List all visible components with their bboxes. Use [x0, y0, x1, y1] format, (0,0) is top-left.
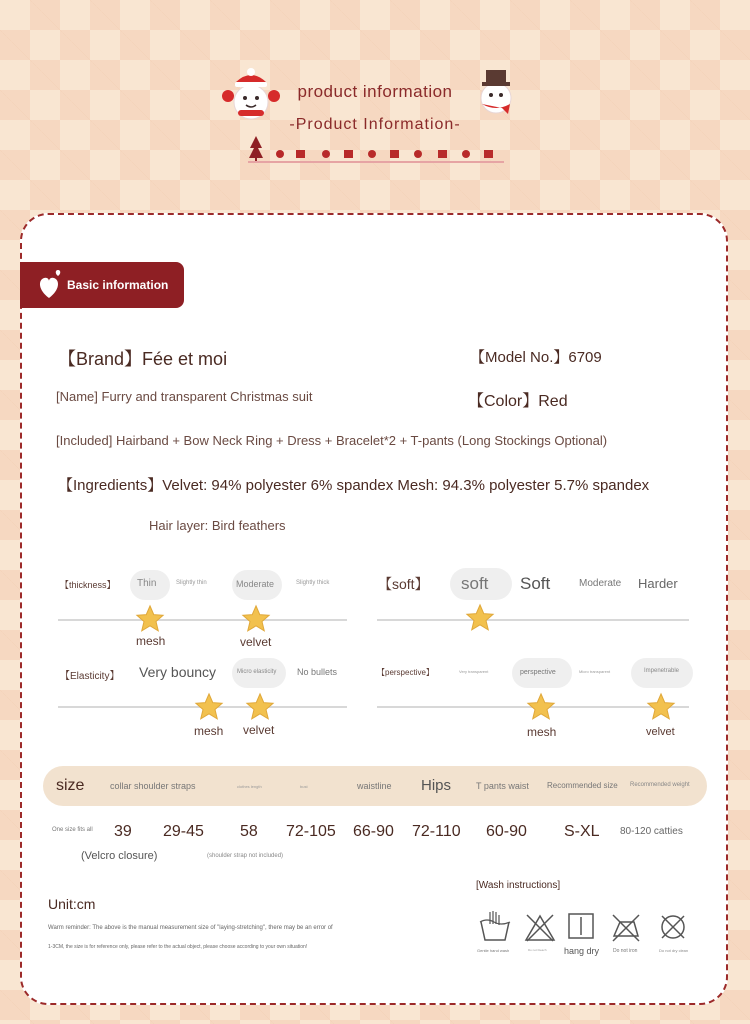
- elasticity-option: Micro elasticity: [237, 669, 277, 675]
- size-cell: 29-45: [163, 823, 204, 840]
- size-header: clothes length: [237, 784, 262, 789]
- color-field: 【Color】Red: [468, 393, 568, 410]
- perspective-option: perspective: [520, 669, 556, 676]
- perspective-label: 【perspective】: [377, 668, 434, 677]
- included-field: [Included] Hairband + Bow Neck Ring + Dress + Bracelet*2 + T-pants (Long Stockings Optional): [56, 433, 608, 448]
- page-subtitle: -Product Information-: [289, 116, 461, 133]
- ingredients-field: 【Ingredients】Velvet: 94% polyester 6% spandex Mesh: 94.3% polyester 5.7% spandex: [58, 477, 650, 494]
- strap-note: (shoulder strap not included): [207, 853, 284, 859]
- size-header: Recommended weight: [630, 782, 690, 788]
- soft-scale-line: [377, 619, 689, 621]
- velcro-note: (Velcro closure): [81, 850, 158, 862]
- warm-reminder: Warm reminder: The above is the manual measurement size of "laying-stretching", there may be an error of: [48, 925, 333, 931]
- soft-option: Soft: [520, 574, 551, 593]
- warm-reminder: 1-3CM, the size is for reference only, please refer to the actual object, please choose according to your own situation!: [48, 944, 308, 950]
- size-cell: 72-105: [286, 823, 336, 840]
- size-cell: 80-120 catties: [620, 826, 683, 837]
- page-title: product information: [297, 82, 453, 101]
- brand-field: 【Brand】Fée et moi: [58, 349, 228, 369]
- thickness-option: Slightly thick: [296, 580, 330, 586]
- wash-label: Do not iron: [613, 948, 638, 954]
- wash-label: Do not dry clean: [659, 948, 689, 953]
- perspective-option: Very transparent: [459, 669, 489, 674]
- size-header: size: [56, 777, 85, 794]
- size-cell: 72-110: [412, 823, 461, 840]
- badge-label: Basic information: [67, 278, 169, 292]
- star-icon: [241, 604, 271, 634]
- thickness-scale-line: [58, 619, 347, 621]
- size-cell: 66-90: [353, 823, 394, 840]
- wash-label: Do not bleach: [528, 948, 547, 952]
- wash-title: [Wash instructions]: [476, 880, 561, 891]
- soft-option: soft: [461, 574, 489, 593]
- size-cell: One size fits all: [52, 827, 93, 833]
- size-cell: S-XL: [564, 823, 600, 840]
- soft-option: Harder: [638, 576, 678, 591]
- star-icon: [646, 692, 676, 722]
- christmas-decoration-row: [248, 134, 504, 164]
- size-header: collar shoulder straps: [110, 781, 196, 791]
- size-cell: 58: [240, 823, 258, 840]
- size-header: Hips: [421, 777, 452, 794]
- soft-option: Moderate: [579, 578, 622, 589]
- hair-layer-field: Hair layer: Bird feathers: [149, 518, 286, 533]
- no-bleach-icon: [524, 912, 556, 944]
- star-icon: [465, 603, 495, 633]
- thickness-option: Slightly thin: [176, 580, 207, 586]
- marker-label: velvet: [646, 726, 675, 738]
- no-dry-clean-icon: [658, 912, 688, 942]
- hang-dry-icon: [567, 912, 595, 940]
- size-cell: 60-90: [486, 823, 527, 840]
- size-header: T pants waist: [476, 781, 529, 791]
- thickness-option: Thin: [137, 578, 157, 589]
- star-icon: [245, 692, 275, 722]
- wash-label: Gentle hand wash: [477, 948, 510, 953]
- marker-label: mesh: [136, 634, 166, 648]
- perspective-option: Micro transparent: [579, 669, 611, 674]
- marker-label: mesh: [527, 725, 557, 739]
- marker-label: velvet: [243, 723, 275, 737]
- perspective-option: Impenetrable: [644, 668, 680, 674]
- size-header: waistline: [357, 781, 392, 791]
- name-field: [Name] Furry and transparent Christmas suit: [56, 389, 313, 404]
- elasticity-option: Very bouncy: [139, 664, 217, 680]
- basic-info-badge: [20, 262, 184, 308]
- marker-label: velvet: [240, 635, 272, 649]
- star-icon: [526, 692, 556, 722]
- size-header: Recommended size: [547, 781, 618, 790]
- marker-label: mesh: [194, 724, 224, 738]
- thickness-label: 【thickness】: [60, 580, 116, 590]
- no-iron-icon: [610, 912, 642, 944]
- info-card: [20, 213, 728, 1005]
- star-icon: [135, 604, 165, 634]
- hand-wash-icon: [478, 910, 512, 944]
- size-header: bust: [300, 784, 308, 789]
- thickness-option: Moderate: [236, 579, 275, 589]
- size-cell: 39: [114, 823, 132, 840]
- star-icon: [194, 692, 224, 722]
- model-field: 【Model No.】6709: [470, 349, 602, 366]
- elasticity-option: No bullets: [297, 667, 338, 677]
- unit-label: Unit:cm: [48, 896, 96, 912]
- elasticity-label: 【Elasticity】: [60, 671, 120, 682]
- wash-label: hang dry: [564, 946, 600, 956]
- heart-icon: [36, 268, 66, 302]
- soft-label: 【soft】: [378, 576, 429, 592]
